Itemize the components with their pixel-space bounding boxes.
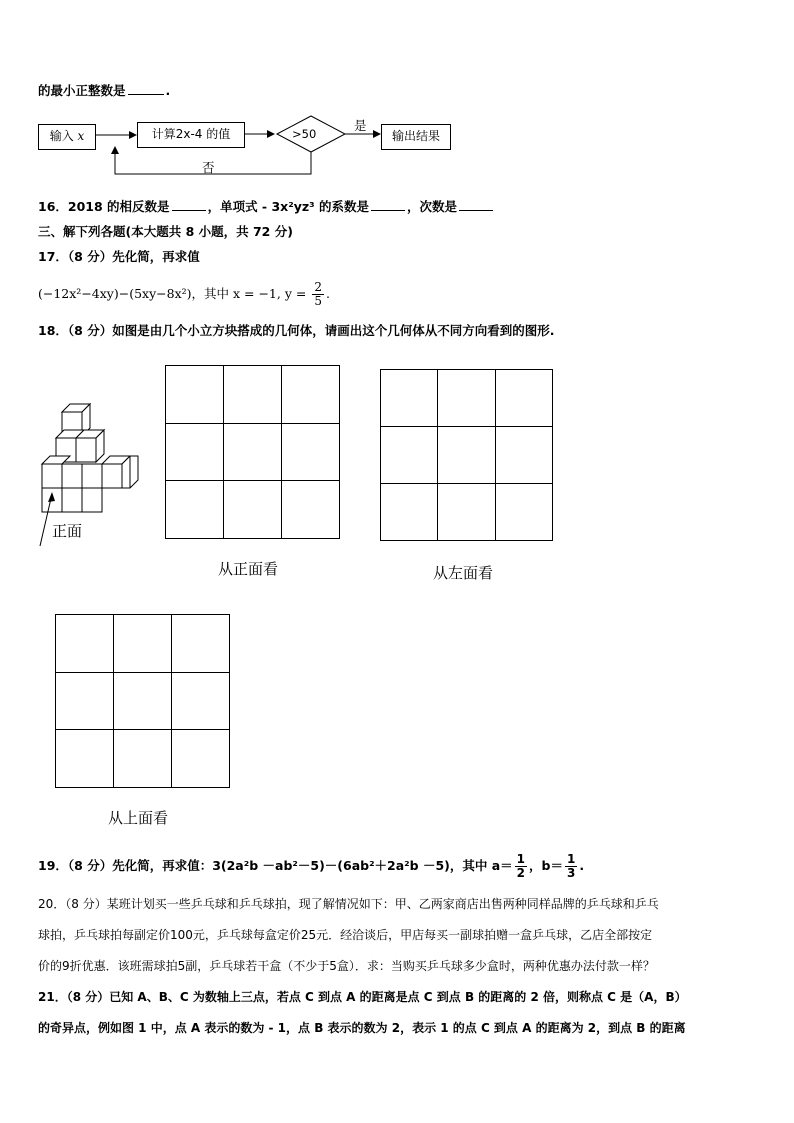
flow-input-var: x	[77, 129, 85, 143]
flow-condition: >50	[292, 127, 317, 141]
flow-compute-box: 计算2x-4 的值	[137, 122, 245, 148]
frac-num: 1	[566, 852, 576, 866]
q20-line2: 球拍，乒乓球拍每副定价100元，乒乓球每盒定价25元．经洽谈后，甲店每买一副球拍赠一盒乒乓球，乙店全部按定	[38, 928, 653, 942]
front-direction-label: 正面	[52, 522, 83, 540]
frac-den: 3	[566, 866, 576, 880]
left-view-grid	[380, 369, 553, 541]
flow-connectors	[0, 0, 794, 200]
q18-header: 18．（8 分）如图是由几个小立方块搭成的几何体，请画出这个几何体从不同方向看到的图形.	[38, 323, 555, 338]
q17-expr: (−12x²−4xy)−(5xy−8x²)，其中 x = −1, y =	[38, 286, 311, 301]
q17-fraction	[312, 281, 324, 308]
flow-no-label: 否	[202, 160, 215, 175]
q17-end: .	[325, 286, 330, 301]
q15-end: .	[165, 83, 171, 98]
q19-end: .	[579, 858, 585, 873]
q16-num: 16．	[38, 199, 68, 214]
q16-part1: 2018 的相反数是	[67, 199, 170, 214]
q17-header: 17．（8 分）先化简，再求值	[38, 249, 200, 264]
q15-text: 的最小正整数是	[38, 83, 126, 98]
frac-num: 2	[314, 280, 322, 294]
flow-yes-label: 是	[354, 118, 367, 133]
answer-blank	[172, 199, 206, 211]
front-view-caption: 从正面看	[218, 560, 279, 578]
front-view-grid	[165, 365, 340, 539]
flow-input-label: 输入	[49, 129, 74, 143]
section-title: 三、解下列各题(本大题共 8 小题，共 72 分)	[38, 224, 293, 239]
q19-text: 19．（8 分）先化简，再求值：3(2a²b －ab²－5)－(6ab²＋2a²b －5)，其中 a＝	[38, 858, 513, 873]
q19-frac-b	[565, 853, 577, 880]
q21-line1: 21．（8 分）已知 A、B、C 为数轴上三点，若点 C 到点 A 的距离是点 C 到点 B 的距离的 2 倍，则称点 C 是（A，B）	[38, 990, 687, 1004]
q19-mid: ，b＝	[529, 858, 563, 873]
q20-line1: 20．（8 分）某班计划买一些乒乓球和乒乓球拍，现了解情况如下：甲、乙两家商店出售两种同样品牌的乒乓球和乒乓	[38, 897, 659, 911]
top-view-caption: 从上面看	[108, 809, 169, 827]
frac-den: 5	[314, 294, 322, 308]
q19-frac-a	[515, 853, 527, 880]
q16-part2: ，单项式 - 3x²yz³ 的系数是	[207, 199, 369, 214]
top-view-grid	[55, 614, 230, 788]
q16-part3: ，次数是	[406, 199, 457, 214]
q17-expression	[38, 281, 330, 308]
frac-num: 1	[516, 852, 526, 866]
frac-den: 2	[516, 866, 526, 880]
left-view-caption: 从左面看	[433, 564, 494, 582]
q21-line2: 的奇异点，例如图 1 中，点 A 表示的数为 - 1，点 B 表示的数为 2，表示 1 的点 C 到点 A 的距离为 2，到点 B 的距离	[38, 1021, 686, 1035]
flow-output-box: 输出结果	[381, 124, 451, 150]
answer-blank	[459, 199, 493, 211]
q19	[38, 853, 584, 880]
answer-blank	[371, 199, 405, 211]
q20-line3: 价的9折优惠．该班需球拍5副，乒乓球若干盒（不少于5盒）．求：当购买乒乓球多少盒时，两种优惠办法付款一样？	[38, 959, 655, 973]
q16	[38, 199, 495, 215]
